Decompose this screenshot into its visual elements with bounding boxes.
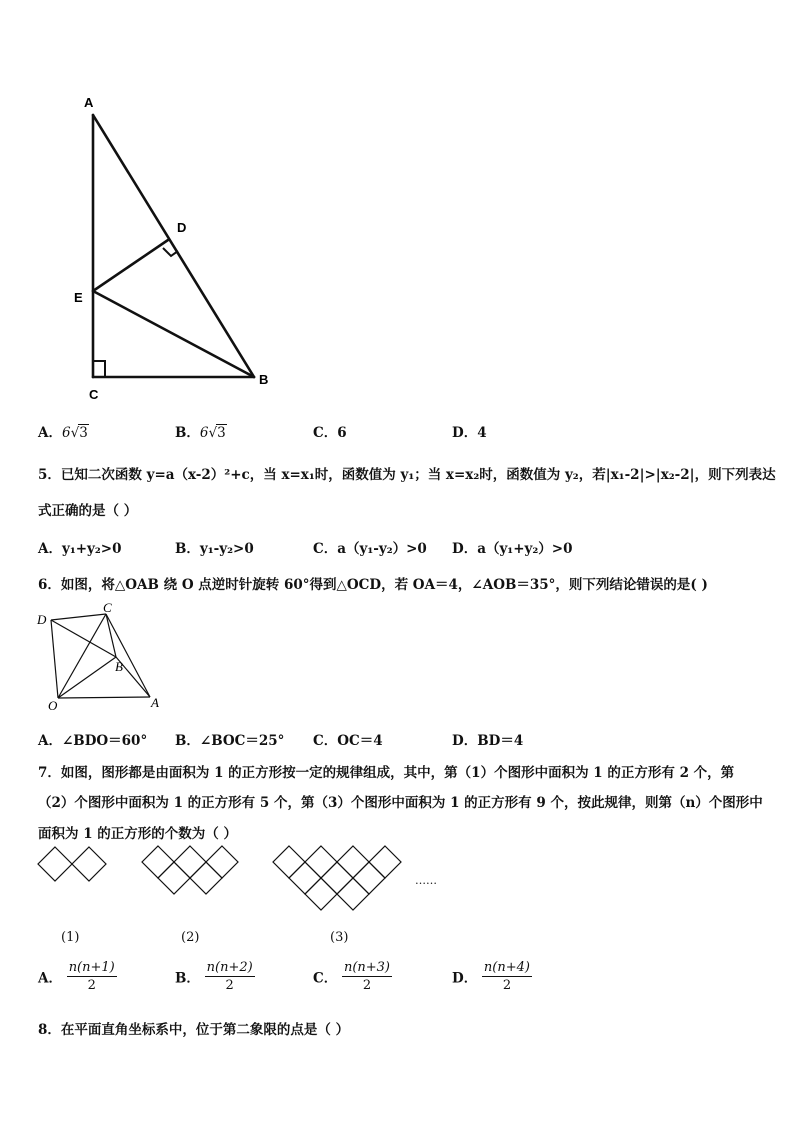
pattern-label-1: (1) [61, 930, 80, 945]
pattern-label-3: (3) [330, 930, 349, 945]
q4-option-b: B．6√3 [175, 425, 226, 441]
vertex-label-B: B [259, 372, 269, 387]
q5-option-a: A．y₁+y₂>0 [38, 541, 122, 557]
q6-option-c: C．OC＝4 [313, 733, 383, 749]
triangle-figure [60, 90, 290, 400]
q7-option-d: D． $\frac{n(n+4)}{2}$ [452, 960, 530, 993]
pattern-ellipsis: …… [415, 874, 437, 887]
q6-option-a: A．∠BDO＝60° [38, 733, 148, 749]
vertex-label-A: A [84, 95, 94, 110]
vertex-label-E: E [74, 290, 83, 305]
square-pattern-2 [140, 845, 244, 900]
rotation-figure [34, 600, 169, 712]
vertex-label-D: D [37, 612, 47, 627]
q7-option-a: A． $\frac{n(n+1)}{2}$ [38, 960, 115, 993]
q6-stem: 6．如图，将△OAB 绕 O 点逆时针旋转 60°得到△OCD，若 OA＝4，∠AOB＝35°，则下列结论错误的是( ) [38, 577, 708, 593]
q5-option-c: C．a（y₁-y₂）>0 [313, 541, 427, 557]
q5-stem-line1: 5．已知二次函数 y=a（x-2）²+c，当 x=x₁时，函数值为 y₁；当 x=x₂时，函数值为 y₂，若|x₁-2|>|x₂-2|，则下列表达 [38, 467, 776, 483]
q4-option-c: C．6 [313, 425, 347, 441]
vertex-label-C: C [103, 600, 112, 615]
q7-stem-line2: （2）个图形中面积为 1 的正方形有 5 个，第（3）个图形中面积为 1 的正方形有 9 个，按此规律，则第（n）个图形中 [38, 795, 763, 811]
vertex-label-B: B [115, 659, 123, 674]
q7-option-b: B． $\frac{n(n+2)}{2}$ [175, 960, 253, 993]
vertex-label-C: C [89, 387, 99, 400]
q7-stem-line1: 7．如图，图形都是由面积为 1 的正方形按一定的规律组成，其中，第（1）个图形中面积为 1 的正方形有 2 个，第 [38, 765, 735, 781]
q5-option-d: D．a（y₁+y₂）>0 [452, 541, 573, 557]
q4-option-a: A．6√3 [38, 425, 88, 441]
square-pattern-3 [272, 845, 410, 917]
q5-stem-line2: 式正确的是（ ） [38, 503, 138, 519]
q7-option-c: C． $\frac{n(n+3)}{2}$ [313, 960, 391, 993]
q6-option-b: B．∠BOC＝25° [175, 733, 285, 749]
q5-option-b: B．y₁-y₂>0 [175, 541, 254, 557]
vertex-label-A: A [151, 695, 159, 710]
q8-stem: 8．在平面直角坐标系中，位于第二象限的点是（ ） [38, 1022, 350, 1038]
vertex-label-D: D [177, 220, 187, 235]
q6-option-d: D．BD＝4 [452, 733, 524, 749]
square-pattern-1 [36, 845, 108, 885]
q4-option-d: D．4 [452, 425, 487, 441]
vertex-label-O: O [48, 698, 58, 712]
pattern-label-2: (2) [181, 930, 200, 945]
q7-stem-line3: 面积为 1 的正方形的个数为（ ） [38, 826, 237, 842]
